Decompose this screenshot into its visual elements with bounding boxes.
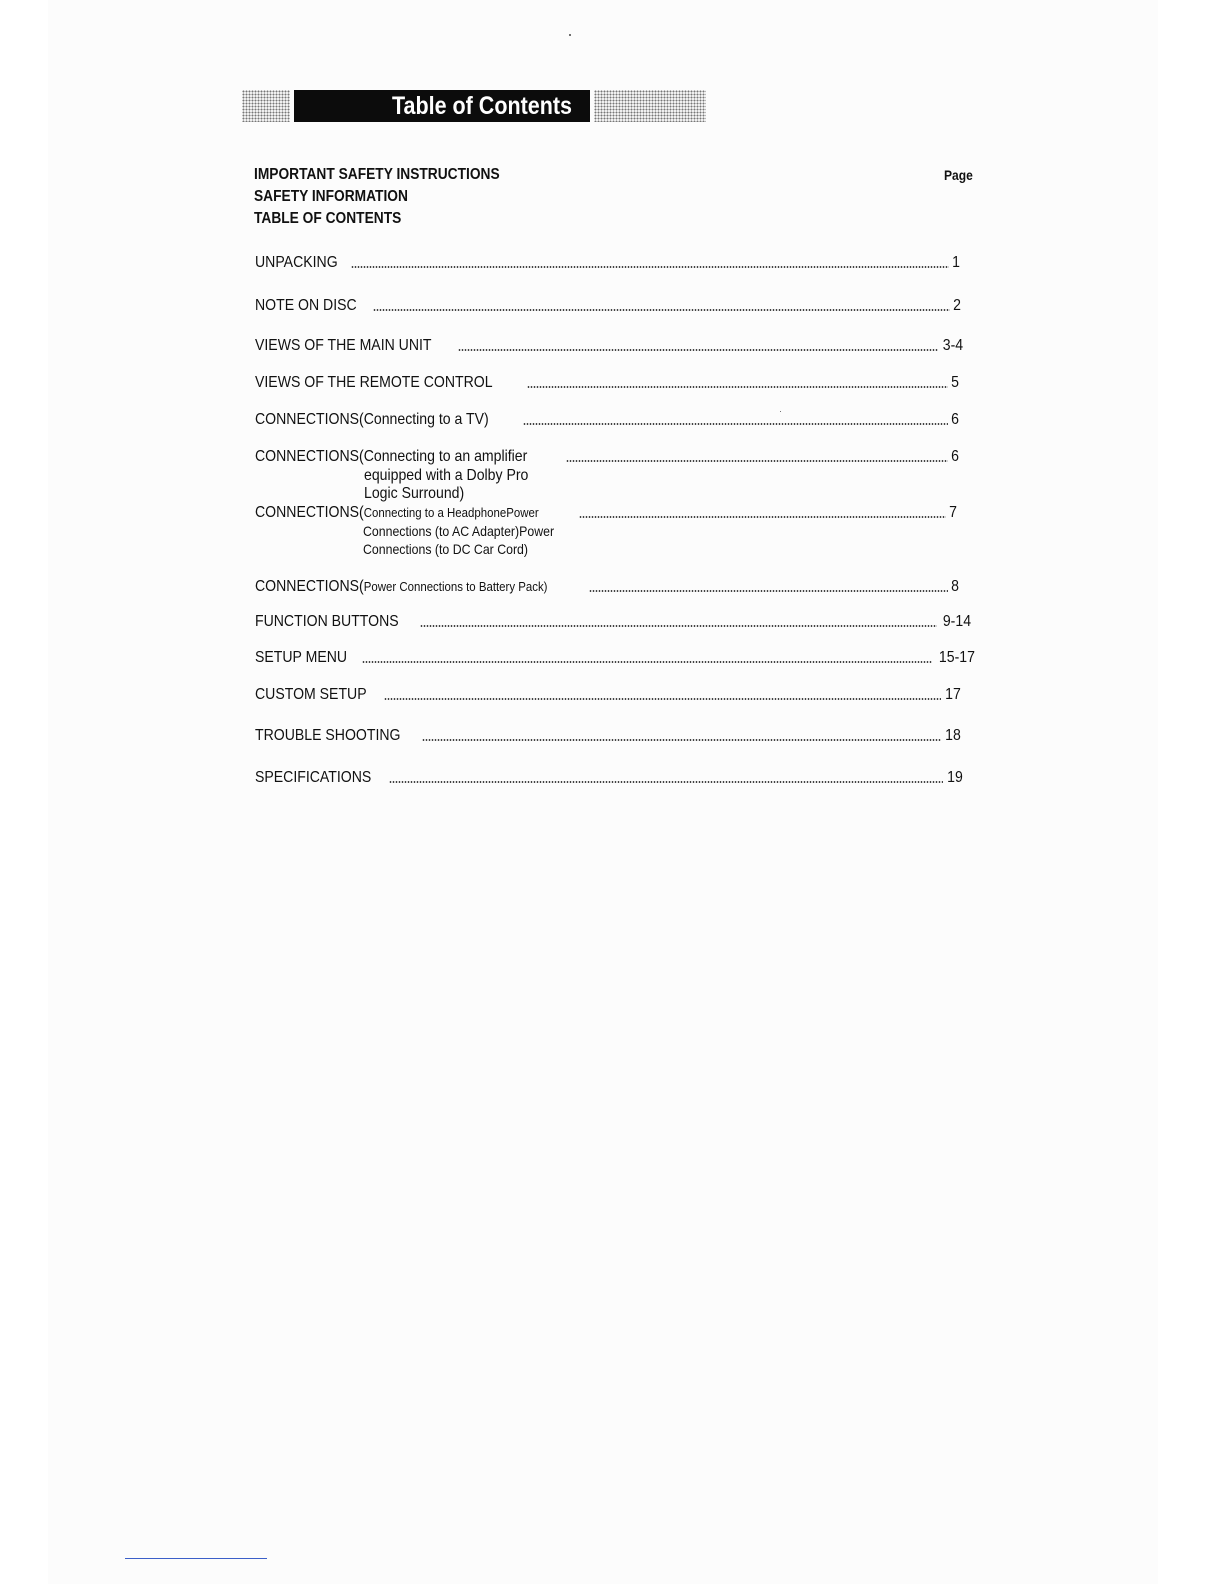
toc-entry-title [255,577,548,597]
toc-entry-page: 19 [947,769,963,786]
dot-leader [458,349,938,351]
banner-bar [294,90,590,122]
dot-leader [527,386,948,388]
toc-entry[interactable] [255,768,963,788]
toc-entry-title: SPECIFICATIONS [255,769,372,786]
banner-dot-pattern-right [594,90,706,122]
toc-entry-page: 9-14 [942,613,971,630]
toc-entry[interactable] [255,336,963,356]
toc-entry-title: CONNECTIONS(Connecting to a TV) [255,411,489,428]
toc-entry-title: UNPACKING [255,254,338,271]
toc-entry-title: CUSTOM SETUP [255,686,367,703]
toc-entry-page: 2 [953,297,961,314]
toc-entry-continuation: equipped with a Dolby Pro [364,467,529,484]
toc-entry-title-main: CONNECTIONS( [255,504,364,521]
dot-leader [420,625,937,627]
toc-entry-title: SETUP MENU [255,649,348,666]
toc-entry-continuation: Connections (to DC Car Cord) [363,541,529,557]
toc-entry[interactable] [255,577,959,597]
toc-entry-title: VIEWS OF THE MAIN UNIT [255,337,432,354]
dot-leader [351,266,949,268]
toc-entry-page: 6 [951,448,959,465]
toc-banner [242,90,706,122]
dot-leader [389,781,943,783]
front-matter-heading: SAFETY INFORMATION [254,188,408,205]
toc-entry-page: 5 [951,374,959,391]
toc-entry-title-detail: Connecting to a HeadphonePower [363,505,539,520]
toc-entry[interactable] [255,410,959,430]
toc-entry-title-detail: Power Connections to Battery Pack) [363,579,548,594]
toc-entry-page: 15-17 [938,649,975,666]
toc-entry-page: 17 [945,686,961,703]
toc-entry-page: 1 [952,254,960,271]
toc-entry[interactable] [255,296,961,316]
toc-entry[interactable] [255,612,971,632]
dot-leader [384,698,941,700]
banner-dot-pattern-left [242,90,290,122]
toc-entry-title-main: CONNECTIONS( [255,578,364,595]
toc-entry-title: NOTE ON DISC [255,297,357,314]
toc-entry-title: CONNECTIONS(Connecting to an amplifier [255,448,528,465]
footnote-rule [125,1558,267,1559]
toc-entry-page: 7 [949,504,957,521]
dot-leader [523,423,949,425]
toc-entry-page: 8 [951,578,959,595]
toc-entry-page: 18 [945,727,961,744]
toc-entry[interactable] [255,373,959,393]
front-matter-heading: TABLE OF CONTENTS [254,210,402,227]
dot-leader [566,460,948,462]
dot-leader [373,309,951,311]
page-title: Table of Contents [392,92,572,120]
dot-leader [579,516,946,518]
toc-entry-page: 6 [951,411,959,428]
toc-entry-title [255,503,539,523]
toc-entry[interactable] [255,503,957,523]
page-column-label: Page [944,167,973,183]
toc-entry-page: 3-4 [942,337,963,354]
toc-entry-title: TROUBLE SHOOTING [255,727,401,744]
dot-leader [422,739,941,741]
page-sheet [48,0,1158,1584]
front-matter-heading: IMPORTANT SAFETY INSTRUCTIONS [254,166,500,183]
scan-speck [569,34,571,36]
dot-leader [589,590,948,592]
toc-entry[interactable] [255,447,959,467]
toc-entry-title: VIEWS OF THE REMOTE CONTROL [255,374,493,391]
toc-entry[interactable] [255,726,961,746]
toc-entry-continuation: Connections (to AC Adapter)Power [363,523,555,539]
toc-entry-title: FUNCTION BUTTONS [255,613,399,630]
toc-entry-continuation: Logic Surround) [364,485,465,502]
toc-entry[interactable] [255,648,975,668]
toc-entry[interactable] [255,253,960,273]
dot-leader [362,661,932,663]
toc-entry[interactable] [255,685,961,705]
